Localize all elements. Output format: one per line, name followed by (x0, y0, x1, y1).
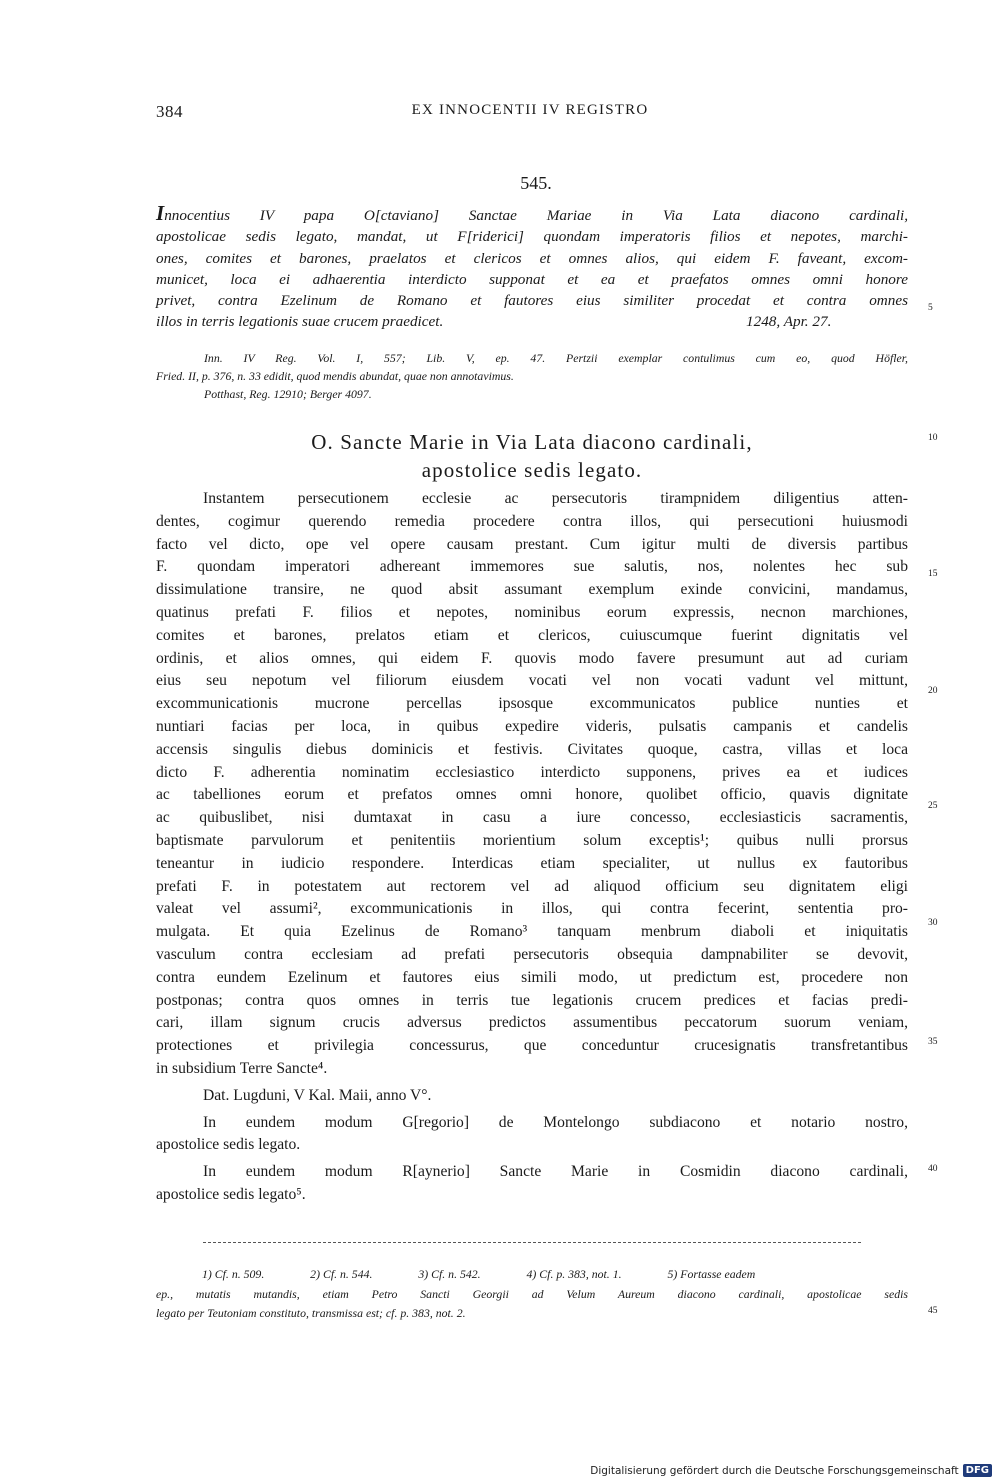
footnote: 1) Cf. n. 509. (202, 1267, 265, 1281)
body-line: dissimulatione transire, ne quod absit assumant exemplum exinde convicini, mandamus, (156, 581, 908, 599)
eundem-line: In eundem modum G[regorio] de Montelongo subdiacono et notario nostro, (203, 1113, 908, 1131)
digitization-footer (590, 1464, 992, 1477)
body-line: in subsidium Terre Sancte⁴. (156, 1059, 328, 1077)
footnote-line: ep., mutatis mutandis, etiam Petro Sancti Georgii ad Velum Aureum diacono cardinali, apostolicae sedis (156, 1286, 908, 1301)
line-number: 15 (928, 569, 938, 579)
body-line: valeat vel assumi², excommunicationis in illos, qui contra fecerint, sententia pro- (156, 900, 908, 918)
reference-line: Fried. II, p. 376, n. 33 edidit, quod mendis abundat, quae non annotavimus. (156, 369, 514, 383)
footnote: 4) Cf. p. 383, not. 1. (526, 1267, 622, 1281)
footnote: 3) Cf. n. 542. (418, 1267, 481, 1281)
body-line: nuntiari facias per loca, in quibus expedire videris, pulsatis campanis et candelis (156, 717, 908, 735)
body-line: quatinus prefati F. filios et nepotes, nominibus eorum expressis, necnon marchiones, (156, 603, 908, 621)
eundem-line: apostolice sedis legato. (156, 1136, 301, 1154)
body-line: accensis singulis diebus dominicis et festivis. Civitates quoque, castra, villas et loca (156, 740, 908, 758)
line-number: 5 (928, 303, 933, 313)
line-number: 25 (928, 801, 938, 811)
address-line: O. Sancte Marie in Via Lata diacono cardinali, (311, 430, 753, 454)
regest-line: municet, loca ei adhaerentia interdicto supponat et ea et praefatos omnes omni honore (156, 270, 908, 288)
body-line: prefati F. in potestatem aut rectorem vel ad aliquod officium seu dignitatem eligi (156, 877, 908, 895)
body-line: excommunicationis mucrone percellas ipsosque excommunicatos publice nunties et (156, 695, 908, 713)
footnotes (156, 1265, 908, 1324)
letter-body (156, 488, 908, 1207)
body-line: dicto F. adherentia nominatim ecclesiastico interdicto supponens, prives ea et iudices (156, 763, 908, 781)
regest-line: apostolicae sedis legato, mandat, ut F[riderici] quondam imperatoris filios et nepotes, marchi- (156, 228, 908, 246)
document-number: 545. (520, 173, 552, 193)
footnote-line (156, 1265, 908, 1285)
body-line: postponas; contra quos omnes in terris tue legationis crucem predices et facias predi- (156, 991, 908, 1009)
page-number: 384 (156, 102, 183, 121)
body-line: Instantem persecutionem ecclesie ac persecutoris tirampnidem diligentius atten- (203, 490, 908, 507)
address-line: apostolice sedis legato. (421, 458, 643, 482)
eundem-line: apostolice sedis legato⁵. (156, 1185, 306, 1203)
regest-line: ones, comites et barones, praelatos et clericos et omnes alios, qui eidem F. faveant, excom- (156, 249, 908, 267)
running-title: EX INNOCENTII IV REGISTRO (411, 102, 649, 118)
regest-line: privet, contra Ezelinum de Romano et fautores eius similiter procedat et contra omnes (156, 292, 908, 310)
body-line: F. quondam imperatori adhereant immemores sue salutis, nos, nolentes hec sub (156, 558, 908, 576)
body-line: ordinis, et alios omnes, qui eidem F. quovis modo favere presumunt aut ad curiam (156, 649, 908, 667)
regest-last-line: illos in terris legationis suae crucem praedicet. 1248, Apr. 27. (156, 311, 908, 332)
reference-line: Potthast, Reg. 12910; Berger 4097. (204, 387, 372, 401)
line-number: 40 (928, 1164, 938, 1174)
body-line: ac tabelliones eorum et prefatos omnes omni honore, quolibet officio, quavis dignitate (156, 786, 908, 804)
line-number: 30 (928, 918, 938, 928)
body-line: eius seu nepotum vel filiorum eiusdem vocati vel non vocati vadunt vel mittunt, (156, 672, 908, 690)
line-number: 20 (928, 686, 938, 696)
reference-line: Inn. IV Reg. Vol. I, 557; Lib. V, ep. 47. Pertzii exemplar contulimus cum eo, quod Höfler, (204, 351, 908, 365)
address (156, 428, 908, 484)
dfg-logo: DFG (963, 1464, 992, 1477)
regest-date: 1248, Apr. 27. (746, 313, 832, 331)
footnote: 5) Fortasse eadem (667, 1267, 756, 1281)
body-line: dentes, cogimur querendo remedia procedere contra illos, qui persecutioni huiusmodi (156, 512, 908, 530)
dating-line: Dat. Lugduni, V Kal. Maii, anno V°. (203, 1086, 432, 1104)
body-line: mulgata. Et quia Ezelinus de Romano³ tanquam menbrum diaboli et iniquitatis (156, 923, 908, 941)
line-number: 35 (928, 1037, 938, 1047)
body-line: contra eundem Ezelinum et fautores eius simili modo, ut predictum est, procedere non (156, 968, 908, 986)
eundem-line: In eundem modum R[aynerio] Sancte Marie in Cosmidin diacono cardinali, (203, 1163, 908, 1181)
references (156, 349, 908, 403)
body-line: vasculum contra ecclesiam ad prefati persecutoris obsequia dampnabiliter se devovit, (156, 945, 908, 963)
body-line: protectiones et privilegia concessurus, que conceduntur crucesignatis transfretantibus (156, 1037, 908, 1055)
footnote: 2) Cf. n. 544. (310, 1267, 373, 1281)
initial-letter: I (156, 201, 165, 225)
body-line: baptismate parvulorum et penitentiis morientium solum exceptis¹; quibus nulli prorsus (156, 831, 908, 849)
body-line: facto vel dicto, ope vel opere causam prestant. Cum igitur multi de diversis partibus (156, 535, 908, 553)
footnote-separator (203, 1242, 861, 1243)
body-line: comites et barones, prelatos etiam et clericos, cuiuscumque fuerint dignitatis vel (156, 626, 908, 644)
footnote-line: legato per Teutoniam constituto, transmissa est; cf. p. 383, not. 2. (156, 1306, 466, 1320)
body-line: ac quibuslibet, nisi dumtaxat in casu a iure concesso, ecclesiasticis sacramentis, (156, 809, 908, 827)
line-number: 45 (928, 1306, 938, 1316)
line-number: 10 (928, 433, 938, 443)
regest (156, 203, 908, 333)
regest-line: Innocentius IV papa O[ctaviano] Sanctae Mariae in Via Lata diacono cardinali, (156, 201, 908, 225)
body-line: teneantur in iudicio respondere. Interdicas etiam specialiter, ut nullus ex fautoribus (156, 854, 908, 872)
footer-text: Digitalisierung gefördert durch die Deutsche Forschungsgemeinschaft (590, 1464, 959, 1477)
body-line: cari, illam signum crucis adversus predictos assumentibus peccatorum suorum veniam, (156, 1014, 908, 1032)
